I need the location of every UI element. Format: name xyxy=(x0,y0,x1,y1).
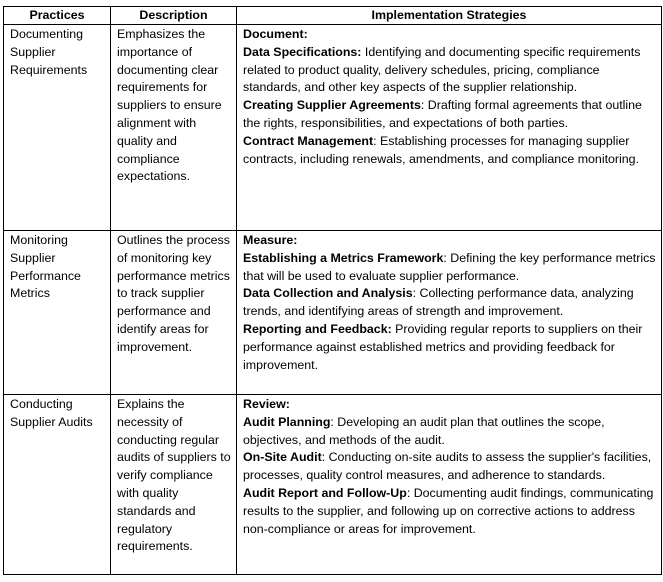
strategy-text: Providing regular reports to suppliers on their performance against established metrics and providing feedback for improvement. xyxy=(243,321,643,372)
strategies-cell xyxy=(237,231,662,395)
strategy-term: Data Specifications: xyxy=(243,44,362,59)
header-row xyxy=(4,7,662,25)
table-row xyxy=(4,231,662,395)
strategy-item xyxy=(243,133,656,169)
strategy-term: Creating Supplier Agreements xyxy=(243,98,421,113)
strategy-text: : Developing an audit plan that outlines the scope, objectives, and methods of the audit. xyxy=(243,414,605,447)
header-strategies: Implementation Strategies xyxy=(237,7,662,25)
strategy-item xyxy=(243,250,656,286)
strategy-item xyxy=(243,485,656,538)
header-practices: Practices xyxy=(4,7,111,25)
strategy-text: : Documenting audit findings, communicating results to the supplier, and following up on corrective actions to address non-compliance or areas for improvement. xyxy=(243,485,654,536)
description-cell: Emphasizes the importance of documenting clear requirements for suppliers to ensure alignment with quality and compliance expectations. xyxy=(111,25,237,231)
strategy-term: Reporting and Feedback: xyxy=(243,321,392,336)
strategies-cell xyxy=(237,25,662,231)
description-cell: Outlines the process of monitoring key performance metrics to track supplier performance and identify areas for improvement. xyxy=(111,231,237,395)
strategy-term: Data Collection and Analysis xyxy=(243,286,413,301)
strategy-item xyxy=(243,285,656,321)
strategy-item xyxy=(243,414,656,450)
practice-cell: Monitoring Supplier Performance Metrics xyxy=(4,231,111,395)
table-row xyxy=(4,395,662,575)
strategy-term: Establishing a Metrics Framework xyxy=(243,250,444,265)
strategy-item xyxy=(243,449,656,485)
strategy-item xyxy=(243,97,656,133)
strategy-term: Contract Management xyxy=(243,133,374,148)
strategy-text: : Drafting formal agreements that outline the rights, responsibilities, and expectations of both parties. xyxy=(243,98,642,130)
description-cell: Explains the necessity of conducting regular audits of suppliers to verify compliance with quality standards and regulatory requirements. xyxy=(111,395,237,575)
strategy-term: Audit Report and Follow-Up xyxy=(243,485,407,500)
strategy-term: Audit Planning xyxy=(243,414,331,429)
strategy-term: On-Site Audit xyxy=(243,450,322,465)
strategy-text: : Defining the key performance metrics that will be used to evaluate supplier performance. xyxy=(243,250,656,283)
practices-table xyxy=(3,6,662,575)
strategy-text: Identifying and documenting specific requirements related to product quality, delivery schedules, pricing, compliance standards, and other key aspects of the supplier relationship. xyxy=(243,44,641,95)
table-row xyxy=(4,25,662,231)
strategy-item xyxy=(243,44,656,97)
strategy-heading: Review: xyxy=(243,397,290,411)
strategies-cell xyxy=(237,395,662,575)
strategy-heading: Measure: xyxy=(243,233,298,247)
strategy-heading: Document: xyxy=(243,27,308,41)
strategy-text: : Establishing processes for managing supplier contracts, including renewals, amendments, and compliance monitoring. xyxy=(243,133,640,166)
strategy-item xyxy=(243,321,656,374)
header-description: Description xyxy=(111,7,237,25)
practice-cell: Conducting Supplier Audits xyxy=(4,395,111,575)
strategy-text: : Conducting on-site audits to assess the supplier's facilities, processes, quality control measures, and adherence to standards. xyxy=(243,450,652,483)
practice-cell: Documenting Supplier Requirements xyxy=(4,25,111,231)
strategy-text: : Collecting performance data, analyzing trends, and identifying areas of strength and improvement. xyxy=(243,286,634,319)
